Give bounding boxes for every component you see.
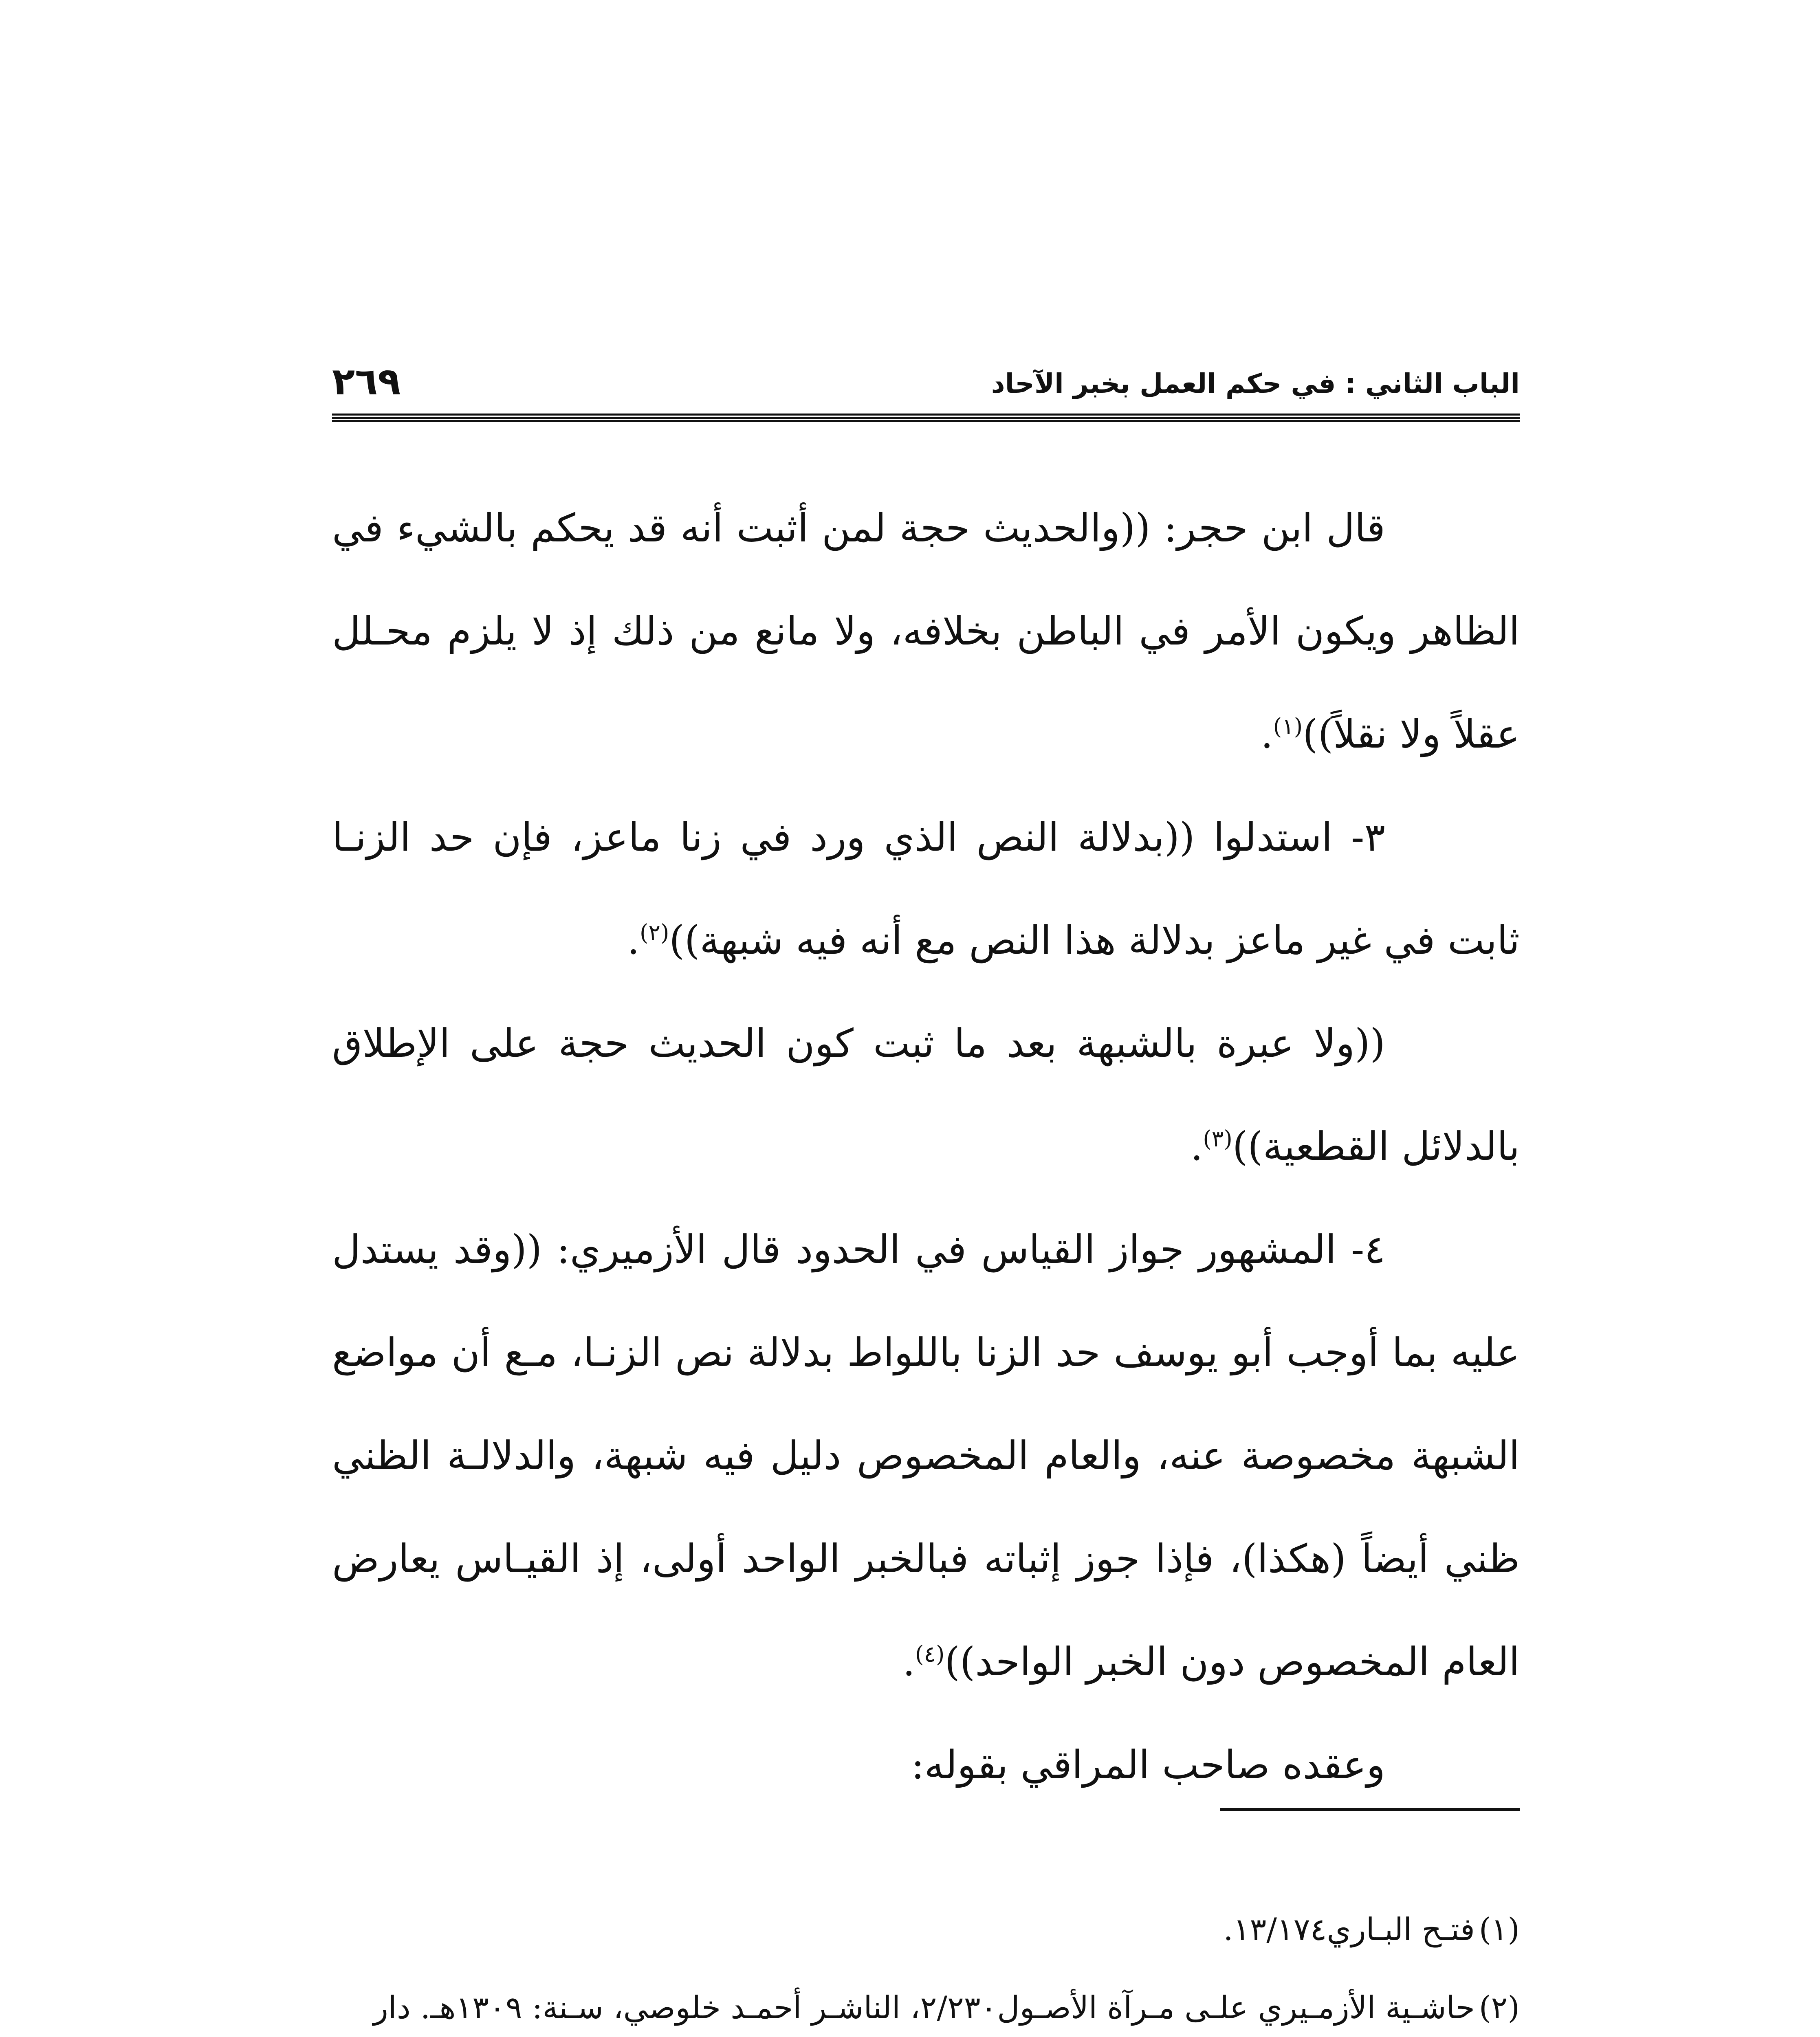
paragraph-text: ٤- المشهور جواز القياس في الحدود قال الأزميري: ((وقد يستدل عليه بما أوجب أبو يوسف حد الزنا باللواط بدلالة نص الزنـا، مـع أن مواضع الشبهة مخصوصة عنه، والعام المخصوص دليل فيه شبهة، والدلالـة الظني ظني أيضاً (هكذا)، فإذا جوز إثباته فبالخبر الواحد أولى، إذ القيـاس يعارض العام المخصوص دون الخبر الواحد)) — [332, 1227, 1520, 1685]
footnote-ref: (٣) — [1203, 1126, 1232, 1152]
footnote-separator — [1220, 1808, 1520, 1811]
paragraph — [332, 786, 1520, 992]
paragraph-text: وعقده صاحب المراقي بقوله: — [911, 1742, 1385, 1788]
paragraph-text: قال ابن حجر: ((والحديث حجة لمن أثبت أنه قد يحكم بالشيء في الظاهر ويكون الأمر في الباطن بخلافه، ولا مانع من ذلك إذ لا يلزم محـلل عقلاً ولا نقلاً)) — [332, 505, 1520, 757]
footnote-number: (٢) — [1479, 1989, 1520, 2026]
paragraph-end: . — [627, 917, 640, 963]
running-title: الباب الثاني : في حكم العمل بخبر الآحاد — [991, 368, 1520, 399]
page-header — [332, 359, 1520, 403]
footnote-number: (١) — [1479, 1911, 1520, 1947]
footnote-ref: (٢) — [639, 920, 669, 946]
main-text — [332, 477, 1520, 1817]
paragraph-text: ٣- استدلوا ((بدلالة النص الذي ورد في زنا ماعز، فإن حد الزنـا ثابت في غير ماعز بدلالة هذا النص مع أنه فيه شبهة)) — [332, 814, 1520, 963]
footnote-text: حاشـية الأزمـيري علـى مـرآة الأصـول٢/٢٣٠، الناشـر أحمـد خلوصي، سـنة: ١٣٠٩هـ. دار — [373, 1989, 1475, 2026]
footnote-ref: (٤) — [915, 1641, 945, 1667]
page-number: ٢٦٩ — [332, 360, 401, 403]
header-rule — [332, 414, 1520, 423]
paragraph-end: . — [902, 1639, 915, 1685]
footnote-item — [332, 1890, 1520, 1969]
paragraph — [332, 1714, 1520, 1817]
paragraph — [332, 1198, 1520, 1714]
paragraph — [332, 992, 1520, 1198]
paragraph-text: ((ولا عبرة بالشبهة بعد ما ثبت كون الحديث حجة على الإطلاق بالدلائل القطعية)) — [332, 1021, 1520, 1169]
footnote-item — [332, 1969, 1520, 2037]
footnote-ref: (١) — [1273, 713, 1303, 739]
paragraph — [332, 477, 1520, 786]
paragraph-end: . — [1190, 1124, 1203, 1169]
paragraph-end: . — [1261, 711, 1273, 757]
footnotes — [332, 1890, 1520, 2037]
footnote-text: فتـح البـاري١٣/١٧٤. — [1223, 1911, 1475, 1947]
